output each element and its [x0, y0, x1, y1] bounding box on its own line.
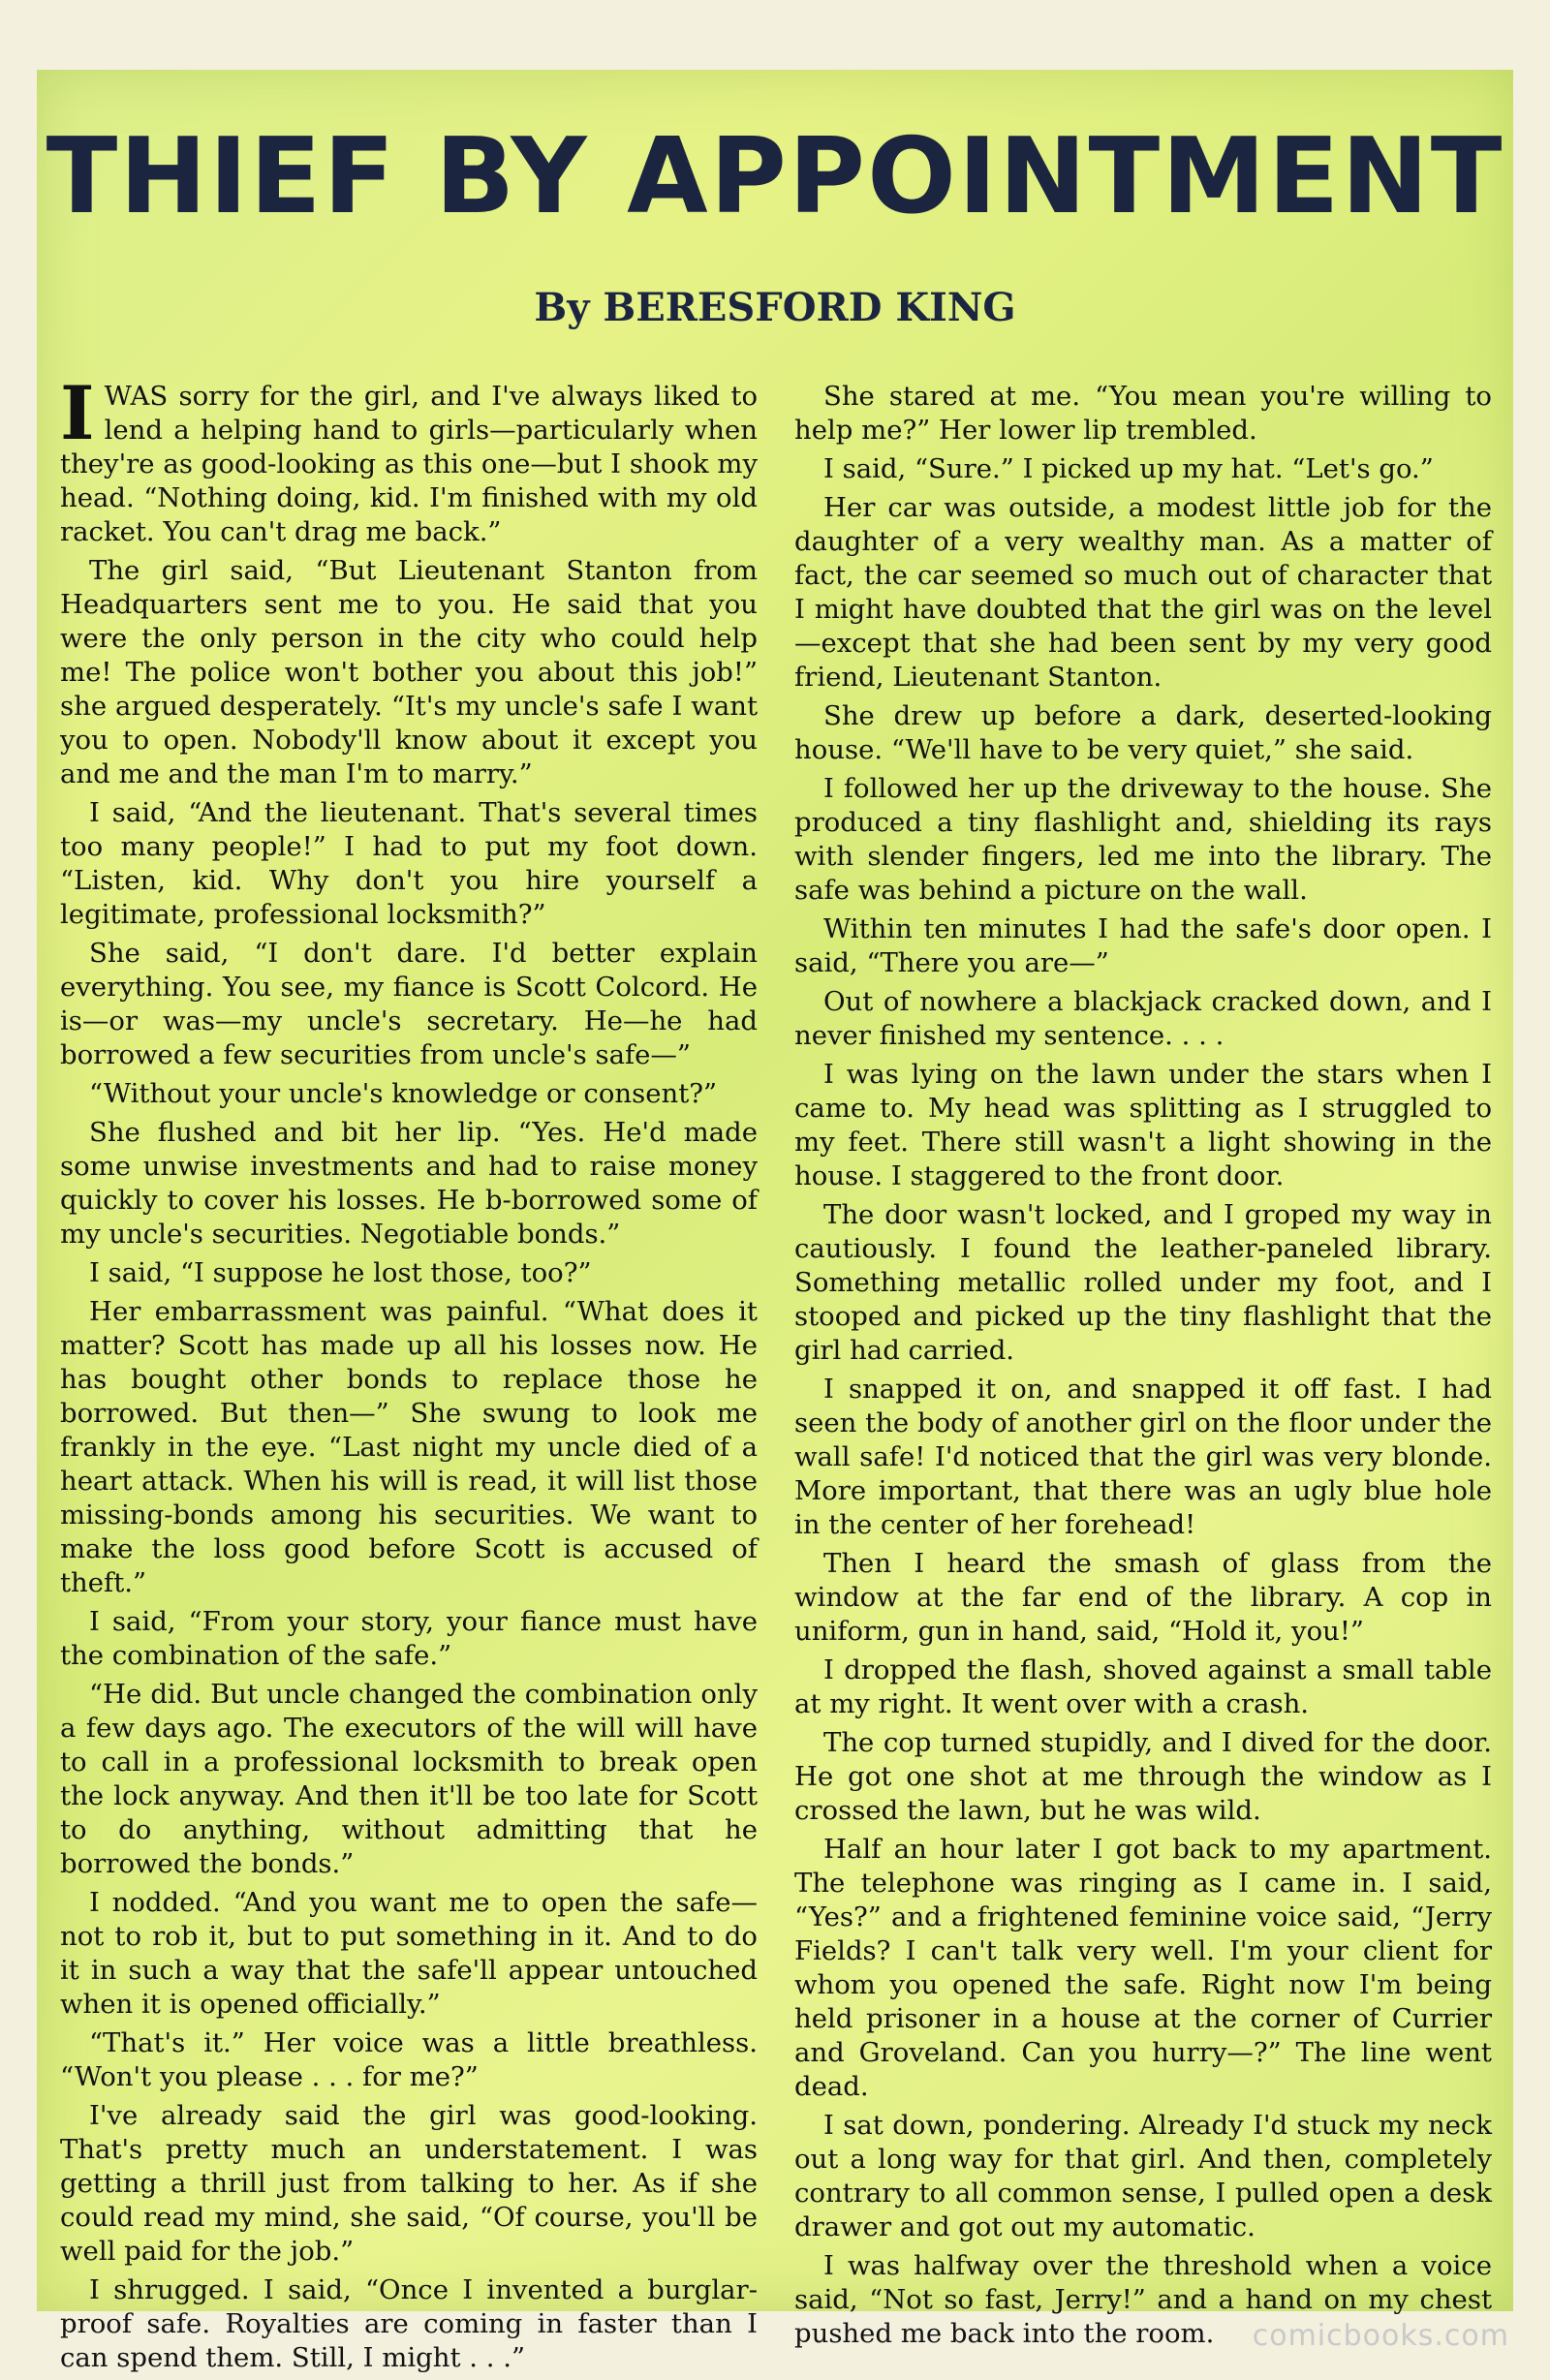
paragraph: I followed her up the driveway to the house. She produced a tiny flashlight and, shielding its rays with slender fingers, led me into the library. The safe was behind a picture on the wall. [794, 773, 1492, 906]
paragraph: I said, “And the lieutenant. That's several times too many people!” I had to put my foot down. “Listen, kid. Why don't you hire yourself a legitimate, professional locksmith?” [60, 797, 758, 930]
paragraph: I snapped it on, and snapped it off fast. I had seen the body of another girl on the floor under the wall safe! I'd noticed that the girl was very blonde. More important, that there was an ugly blue hole in the center of her forehead! [794, 1374, 1492, 1540]
paragraph: Her car was outside, a modest little job for the daughter of a very wealthy man. As a matter of fact, the car seemed so much out of character that I might have doubted that the girl was on the level—except that she had been sent by my very good friend, Lieutenant Stanton. [794, 492, 1492, 693]
paragraph: I've already said the girl was good-looking. That's pretty much an understatement. I was getting a thrill just from talking to her. As if she could read my mind, she said, “Of course, you'll be well paid for the job.” [60, 2100, 758, 2267]
paragraph-text: WAS sorry for the girl, and I've always liked to lend a helping hand to girls—particularly when they're as good-looking as this one—but I shook my head. “Nothing doing, kid. I'm finished with my old racket. You can't drag me back.” [60, 381, 758, 547]
paragraph: The door wasn't locked, and I groped my way in cautiously. I found the leather-paneled library. Something metallic rolled under my foot, and I stooped and picked up the tiny flashlight that the girl had carried. [794, 1199, 1492, 1366]
paragraph: I sat down, pondering. Already I'd stuck my neck out a long way for that girl. And then, completely contrary to all common sense, I pulled open a desk drawer and got out my automatic. [794, 2110, 1492, 2242]
story-byline: By BERESFORD KING [534, 285, 1016, 330]
paragraph: “That's it.” Her voice was a little breathless. “Won't you please . . . for me?” [60, 2027, 758, 2092]
paragraph: Then I heard the smash of glass from the window at the far end of the library. A cop in uniform, gun in hand, said, “Hold it, you!” [794, 1548, 1492, 1647]
paragraph: “Without your uncle's knowledge or consent?” [89, 1078, 718, 1109]
paragraph: I was lying on the lawn under the stars when I came to. My head was splitting as I struggled to my feet. There still wasn't a light showing in the house. I staggered to the front door. [794, 1059, 1492, 1191]
paragraph: Within ten minutes I had the safe's door open. I said, “There you are—” [794, 913, 1492, 978]
paragraph: She stared at me. “You mean you're willing to help me?” Her lower lip trembled. [794, 381, 1492, 446]
paragraph: She said, “I don't dare. I'd better explain everything. You see, my fiance is Scott Colcord. He is—or was—my uncle's secretary. He—he had borrowed a few securities from uncle's safe—” [60, 938, 758, 1070]
paragraph: I nodded. “And you want me to open the safe—not to rob it, but to put something in it. And to do it in such a way that the safe'll appear untouched when it is opened officially.” [60, 1887, 758, 2020]
paragraph: I shrugged. I said, “Once I invented a burglar-proof safe. Royalties are coming in faster than I can spend them. Still, I might . . .” [60, 2274, 758, 2373]
right-column [794, 380, 1492, 2356]
paragraph: I was halfway over the threshold when a voice said, “Not so fast, Jerry!” and a hand on my chest pushed me back into the room. [794, 2250, 1492, 2349]
paragraph: Out of nowhere a blackjack cracked down, and I never finished my sentence. . . . [794, 986, 1492, 1051]
paragraph: The cop turned stupidly, and I dived for the door. He got one shot at me through the window as I crossed the lawn, but he was wild. [794, 1727, 1492, 1826]
site-watermark: comicbooks.com [1252, 2319, 1509, 2353]
drop-cap: I [60, 370, 95, 456]
paragraph: I said, “Sure.” I picked up my hat. “Let's go.” [823, 453, 1434, 484]
paragraph: I said, “From your story, your fiance must have the combination of the safe.” [60, 1606, 758, 1671]
story-title: THIEF BY APPOINTMENT [46, 116, 1504, 237]
paragraph: I said, “I suppose he lost those, too?” [89, 1257, 592, 1288]
paragraph: Her embarrassment was painful. “What does it matter? Scott has made up all his losses now. He has bought other bonds to replace those he borrowed. But then—” She swung to look me frankly in the eye. “Last night my uncle died of a heart attack. When his will is read, it will list those missing-bonds among his securities. We want to make the loss good before Scott is accused of theft.” [60, 1296, 758, 1598]
paragraph: “He did. But uncle changed the combination only a few days ago. The executors of the will will have to call in a professional locksmith to break open the lock anyway. And then it'll be too late for Scott to do anything, without admitting that he borrowed the bonds.” [60, 1679, 758, 1879]
paragraph: I dropped the flash, shoved against a small table at my right. It went over with a crash. [794, 1654, 1492, 1719]
paragraph: She flushed and bit her lip. “Yes. He'd made some unwise investments and had to raise money quickly to cover his losses. He b-borrowed some of my uncle's securities. Negotiable bonds.” [60, 1117, 758, 1250]
paragraph: The girl said, “But Lieutenant Stanton from Headquarters sent me to you. He said that you were the only person in the city who could help me! The police won't bother you about this job!” she argued desperately. “It's my uncle's safe I want you to open. Nobody'll know about it except you and me and the man I'm to marry.” [60, 555, 758, 789]
left-column [60, 370, 758, 2380]
paragraph [60, 370, 758, 549]
paragraph: Half an hour later I got back to my apartment. The telephone was ringing as I came in. I said, “Yes?” and a frightened feminine voice said, “Jerry Fields? I can't talk very well. I'm your client for whom you opened the safe. Right now I'm being held prisoner in a house at the corner of Currier and Groveland. Can you hurry—?” The line went dead. [794, 1834, 1492, 2102]
paragraph: She drew up before a dark, deserted-looking house. “We'll have to be very quiet,” she said. [794, 700, 1492, 765]
